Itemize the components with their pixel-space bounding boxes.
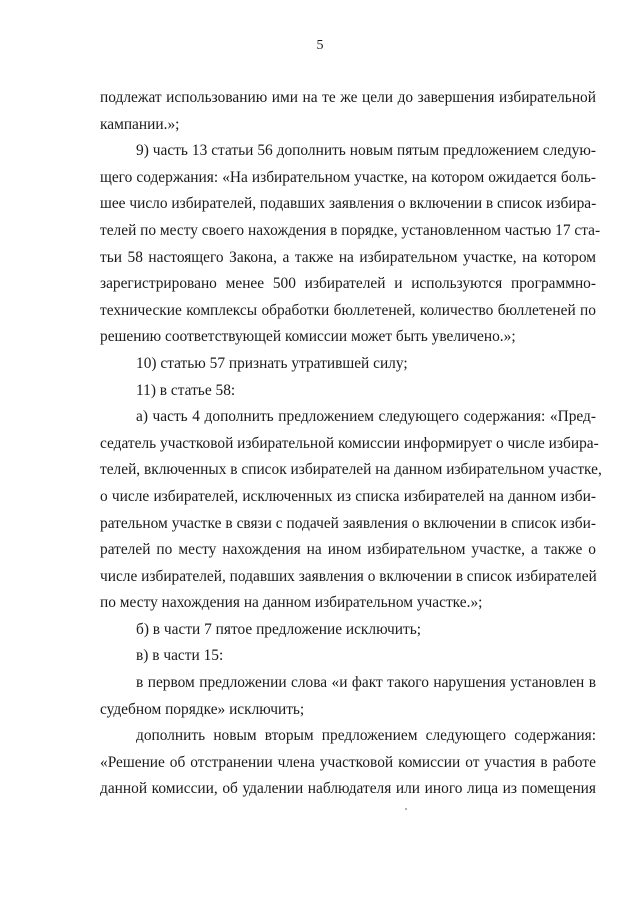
text-line: решению соответствующей комиссии может быть увеличено.»; xyxy=(100,328,516,346)
text-line: дополнить новым вторым предложением следующего содержания: xyxy=(136,727,596,745)
text-line: шее число избирателей, подавших заявления о включении в список избира- xyxy=(100,195,597,213)
text-line: рателей по месту нахождения на ином избирательном участке, а также о xyxy=(100,541,596,559)
text-line: числе избирателей, подавших заявления о включении в список избирателей xyxy=(100,567,597,585)
text-line: данной комиссии, об удалении наблюдателя или иного лица из помещения xyxy=(100,780,596,798)
text-line: по месту нахождения на данном избирательном участке.»; xyxy=(100,594,483,612)
page-number: 5 xyxy=(316,38,324,53)
text-line: кампании.»; xyxy=(100,115,180,133)
text-line: 9) часть 13 статьи 56 дополнить новым пятым предложением следую- xyxy=(136,142,596,160)
document-body xyxy=(100,85,602,803)
text-line: технические комплексы обработки бюллетеней, количество бюллетеней по xyxy=(100,301,596,319)
text-line: в первом предложении слова «и факт такого нарушения установлен в xyxy=(136,674,596,692)
text-line: щего содержания: «На избирательном участке, на котором ожидается боль- xyxy=(100,168,596,186)
text-line: «Решение об отстранении члена участковой комиссии от участия в работе xyxy=(100,753,596,771)
text-line: 11) в статье 58: xyxy=(136,381,236,399)
scan-speck xyxy=(405,808,407,810)
text-line: 10) статью 57 признать утратившей силу; xyxy=(136,354,408,372)
text-line: рательном участке в связи с подачей заявления о включении в список изби- xyxy=(100,514,596,532)
text-line: телей, включенных в список избирателей на данном избирательном участке, xyxy=(100,461,602,479)
text-line: в) в части 15: xyxy=(136,647,224,665)
text-line: тьи 58 настоящего Закона, а также на избирательном участке, на котором xyxy=(100,248,596,266)
text-line: зарегистрировано менее 500 избирателей и используются программно- xyxy=(100,275,596,293)
text-line: седатель участковой избирательной комиссии информирует о числе избира- xyxy=(100,434,599,452)
text-line: а) часть 4 дополнить предложением следующего содержания: «Пред- xyxy=(136,408,596,426)
text-line: б) в части 7 пятое предложение исключить; xyxy=(136,620,422,638)
text-line: телей по месту своего нахождения в порядке, установленном частью 17 ста- xyxy=(100,221,601,239)
text-line: судебном порядке» исключить; xyxy=(100,700,305,718)
text-line: о числе избирателей, исключенных из списка избирателей на данном изби- xyxy=(100,487,596,505)
text-line: подлежат использованию ими на те же цели до завершения избирательной xyxy=(100,89,596,106)
